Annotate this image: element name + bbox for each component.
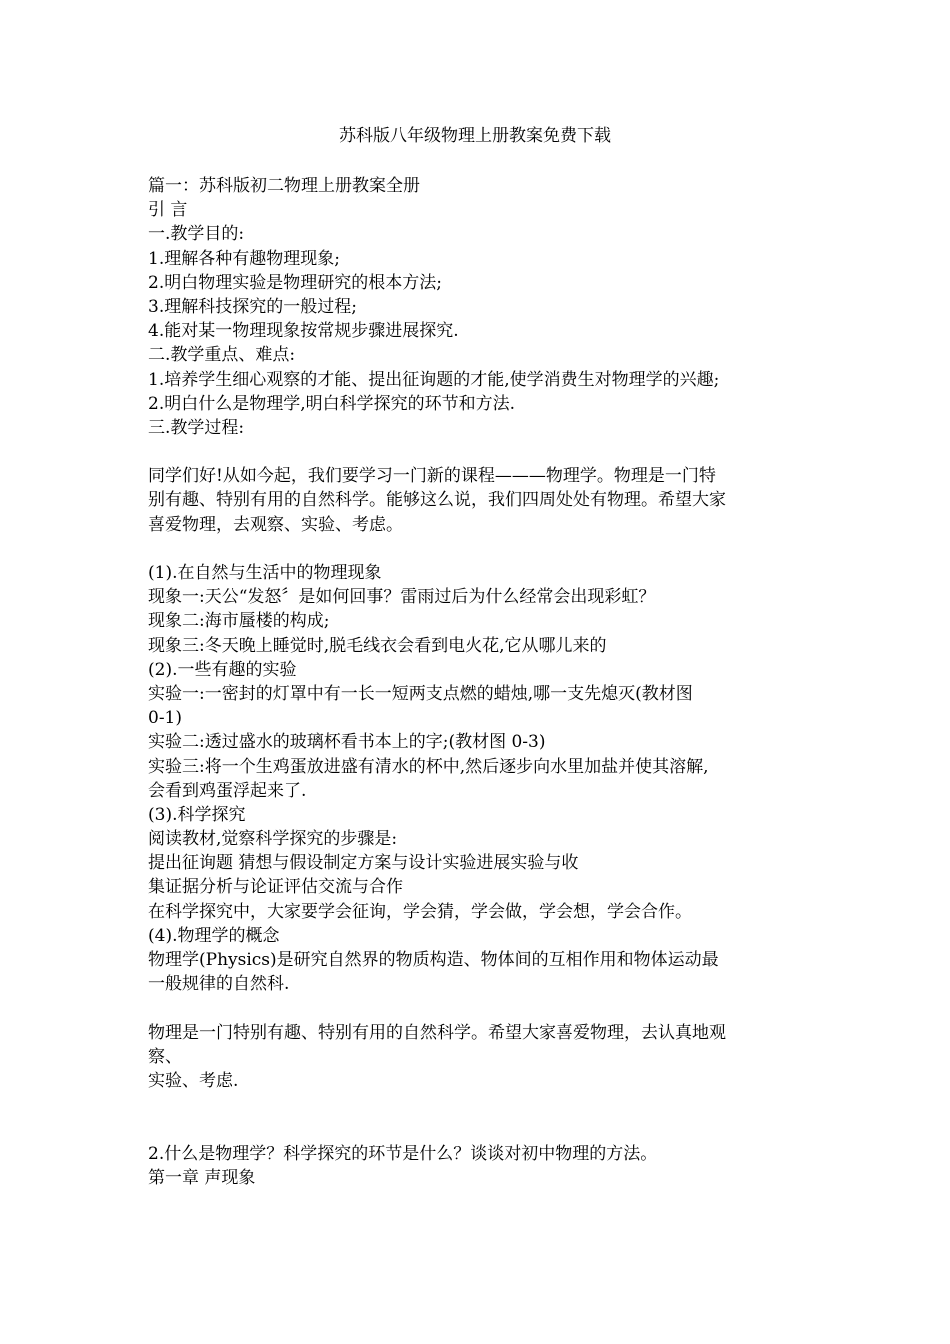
text-line: 4.能对某一物理现象按常规步骤进展探究. — [148, 321, 459, 342]
text-line: 会看到鸡蛋浮起来了. — [148, 780, 307, 801]
text-line: 实验二:透过盛水的玻璃杯看书本上的字;(教材图 0-3) — [148, 732, 546, 753]
text-line: 2.什么是物理学？科学探究的环节是什么？谈谈对初中物理的方法。 — [148, 1143, 658, 1164]
text-line: 1.理解各种有趣物理现象; — [148, 248, 340, 269]
text-line: 实验三:将一个生鸡蛋放进盛有清水的杯中,然后逐步向水里加盐并使其溶解, — [148, 756, 709, 777]
text-line: 喜爱物理，去观察、实验、考虑。 — [148, 514, 403, 535]
blank-line — [148, 1117, 808, 1141]
text-line: 2.明白什么是物理学,明白科学探究的环节和方法. — [148, 393, 516, 414]
text-line: 一.教学目的: — [148, 224, 245, 245]
text-line: (4).物理学的概念 — [148, 925, 280, 946]
text-line: 二.教学重点、难点: — [148, 345, 296, 366]
text-line: 2.明白物理实验是物理研究的根本方法; — [148, 272, 442, 293]
text-line: (1).在自然与生活中的物理现象 — [148, 563, 382, 583]
text-line: 一般规律的自然科. — [148, 974, 290, 995]
text-line: 三.教学过程: — [148, 417, 245, 438]
blank-line — [148, 996, 808, 1020]
document-body — [148, 174, 808, 1190]
text-line: 现象二:海市蜃楼的构成; — [148, 611, 330, 632]
text-line: 现象一:天公“发怒〞是如何回事？雷雨过后为什么经常会出现彩虹？ — [148, 587, 656, 608]
text-line: 1.培养学生细心观察的才能、提出征询题的才能,使学消费生对物理学的兴趣; — [148, 369, 720, 390]
text-line: 第一章 声现象 — [148, 1167, 256, 1188]
text-line: (3).科学探究 — [148, 804, 246, 825]
text-line: 物理是一门特别有趣、特别有用的自然科学。希望大家喜爱物理，去认真地观 — [148, 1022, 726, 1043]
blank-line — [148, 537, 808, 561]
text-line: 3.理解科技探究的一般过程; — [148, 296, 357, 317]
text-line: 篇一：苏科版初二物理上册教案全册 — [148, 176, 420, 196]
text-line: 物理学(Physics)是研究自然界的物质构造、物体间的互相作用和物体运动最 — [148, 950, 719, 970]
document-title: 苏科版八年级物理上册教案免费下载 — [339, 126, 611, 146]
text-line: 提出征询题 猜想与假设制定方案与设计实验进展实验与收 — [148, 853, 579, 874]
text-line: (2).一些有趣的实验 — [148, 659, 297, 680]
text-line: 0-1) — [148, 708, 183, 729]
text-line: 阅读教材,觉察科学探究的步骤是: — [148, 829, 398, 850]
text-line: 同学们好!从如今起，我们要学习一门新的课程———物理学。物理是一门特 — [148, 466, 716, 487]
text-line: 别有趣、特别有用的自然科学。能够这么说，我们四周处处有物理。希望大家 — [148, 490, 726, 511]
text-line: 集证据分析与论证评估交流与合作 — [148, 877, 403, 898]
text-line: 实验一:一密封的灯罩中有一长一短两支点燃的蜡烛,哪一支先熄灭(教材图 — [148, 683, 693, 704]
text-line: 察、 — [148, 1046, 182, 1067]
text-line: 实验、考虑. — [148, 1070, 239, 1091]
blank-line — [148, 440, 808, 464]
text-line: 现象三:冬天晚上睡觉时,脱毛线衣会看到电火花,它从哪儿来的 — [148, 635, 607, 656]
text-line: 引 言 — [148, 200, 188, 221]
blank-line — [148, 1093, 808, 1117]
text-line: 在科学探究中，大家要学会征询，学会猜，学会做，学会想，学会合作。 — [148, 901, 692, 922]
